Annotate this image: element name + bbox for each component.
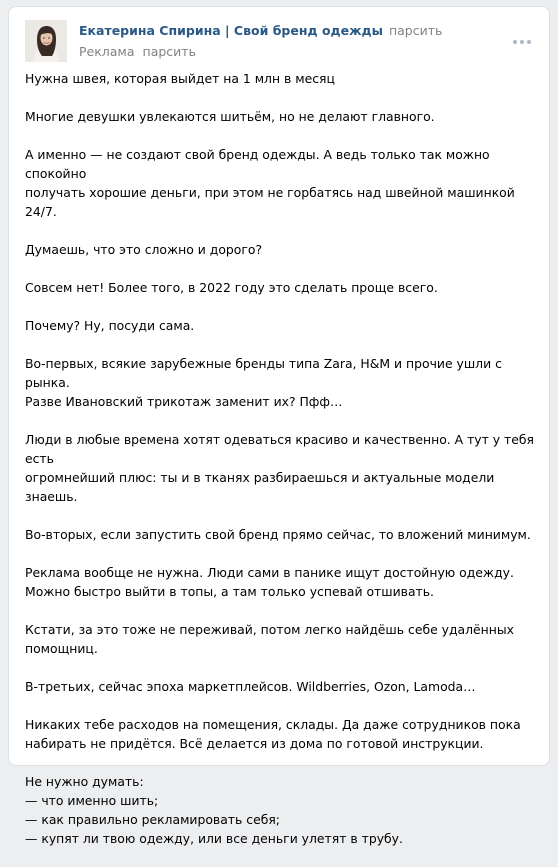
- post-paragraph: Кстати, за это тоже не переживай, потом легко найдёшь себе удалённых помощниц.: [25, 622, 514, 656]
- author-line: [79, 23, 442, 39]
- post-paragraph: В-третьих, сейчас эпоха маркетплейсов. Wildberries, Ozon, Lamoda…: [25, 679, 476, 694]
- post-paragraph: Совсем нет! Более того, в 2022 году это сделать проще всего.: [25, 280, 438, 295]
- post-meta: [79, 44, 196, 60]
- post-paragraph: Многие девушки увлекаются шитьём, но не делают главного.: [25, 109, 435, 124]
- post-card: [8, 6, 550, 846]
- post-paragraph: Не нужно думать: — что именно шить; — как правильно рекламировать себя; — купят ли твою одежду, или все деньги улетят в трубу.: [25, 774, 403, 846]
- post-paragraph: Люди в любые времена хотят одеваться красиво и качественно. А тут у тебя есть огромнейший плюс: ты и в тканях разбираешься и актуальные модели знаешь.: [25, 432, 534, 504]
- parse-link[interactable]: парсить: [388, 23, 443, 38]
- more-dots-icon[interactable]: [513, 38, 531, 46]
- avatar-photo-icon: [25, 20, 67, 62]
- post-text: [25, 69, 539, 867]
- post-paragraph: Почему? Ну, посуди сама.: [25, 318, 195, 333]
- ad-label: Реклама: [79, 44, 135, 59]
- post-paragraph: Реклама вообще не нужна. Люди сами в панике ищут достойную одежду. Можно быстро выйти в топы, а там только успевай отшивать.: [25, 565, 514, 599]
- post-paragraph: Никаких тебе расходов на помещения, склады. Да даже сотрудников пока набирать не придётся. Всё делается из дома по готовой инструкции.: [25, 717, 521, 751]
- post-paragraph: Нужна швея, которая выйдет на 1 млн в месяц: [25, 71, 335, 86]
- post-paragraph: Думаешь, что это сложно и дорого?: [25, 242, 263, 257]
- meta-parse-link[interactable]: парсить: [142, 44, 196, 59]
- post-paragraph: А именно — не создают свой бренд одежды. А ведь только так можно спокойно получать хорошие деньги, при этом не горбатясь над швейной машинкой 24/7.: [25, 147, 515, 219]
- post-header: [25, 20, 533, 62]
- author-name-link[interactable]: Екатерина Спирина | Свой бренд одежды: [79, 23, 383, 38]
- post-paragraph: Во-первых, всякие зарубежные бренды типа Zara, H&M и прочие ушли с рынка. Разве Ивановский трикотаж заменит их? Пфф…: [25, 356, 502, 409]
- post-paragraph: Во-вторых, если запустить свой бренд прямо сейчас, то вложений минимум.: [25, 527, 531, 542]
- avatar[interactable]: [25, 20, 67, 62]
